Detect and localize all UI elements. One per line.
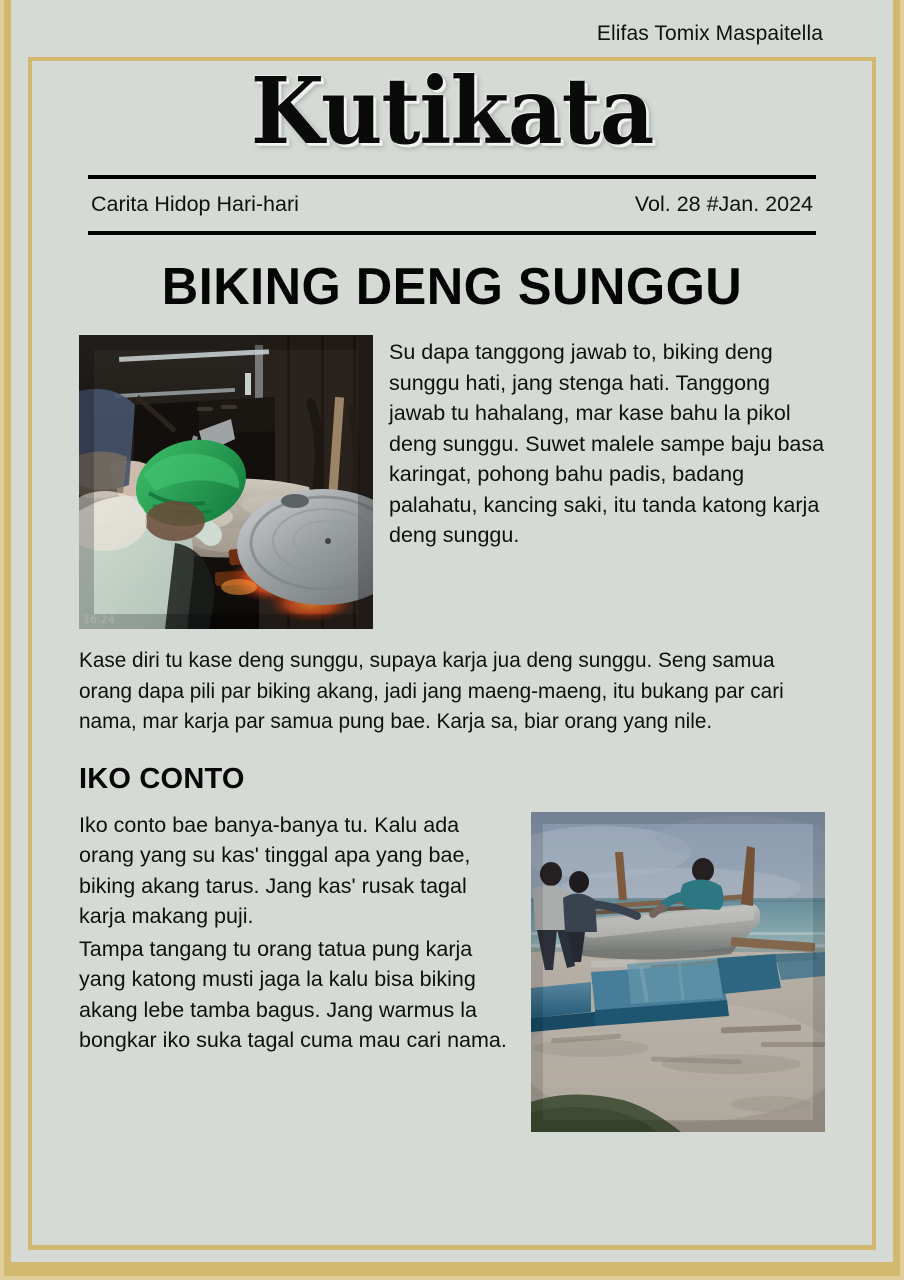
body-paragraph-1: Iko conto bae banya-banya tu. Kalu ada orang yang su kas' tinggal apa yang bae, biking akang tarus. Jang kas' rusak tagal karja makang puji. <box>79 812 471 929</box>
top-section <box>79 335 825 629</box>
intro-text <box>389 335 825 551</box>
masthead <box>79 57 825 175</box>
masthead-title: Kutikata <box>250 57 654 165</box>
article-headline: BIKING DENG SUNGGU <box>161 258 743 316</box>
woman-cooking-over-wood-fire-photo <box>79 335 373 629</box>
page-content <box>51 57 853 1250</box>
bottom-text <box>79 810 515 1056</box>
author-byline: Elifas Tomix Maspaitella <box>596 22 823 45</box>
middle-paragraph: Kase diri tu kase deng sunggu, supaya karja jua deng sunggu. Seng samua orang dapa pili par biking akang, jadi jang maeng-maeng, itu bukang par cari nama, mar karja par samua pung bae. Karja sa, biar orang yang nile. <box>79 648 784 734</box>
issue-number: Vol. 28 #Jan. 2024 <box>634 192 813 216</box>
tagline-row <box>79 179 825 231</box>
tagline: Carita Hidop Hari-hari <box>91 192 299 216</box>
middle-paragraph-block <box>79 645 824 737</box>
intro-paragraph: Su dapa tanggong jawab to, biking deng sunggu hati, jang stenga hati. Tanggong jawab tu hahalang, mar kase bahu la pikol deng sunggu. Suwet malele sampe baju basa karingat, pohong bahu padis, badang palahatu, kancing saki, itu tanda katong karja deng sunggu. <box>389 340 825 548</box>
section-subheading: IKO CONTO <box>79 762 245 795</box>
men-building-boat-on-beach-photo <box>531 812 825 1132</box>
masthead-rule-bottom <box>88 231 816 235</box>
bottom-section <box>79 810 825 1132</box>
body-paragraph-2: Tampa tangang tu orang tatua pung karja yang katong musti jaga la kalu bisa biking akang lebe tamba bagus. Jang warmus la bongkar iko suka tagal cuma mau cari nama. <box>79 936 507 1053</box>
photo-timestamp: 16:24 <box>83 613 115 626</box>
